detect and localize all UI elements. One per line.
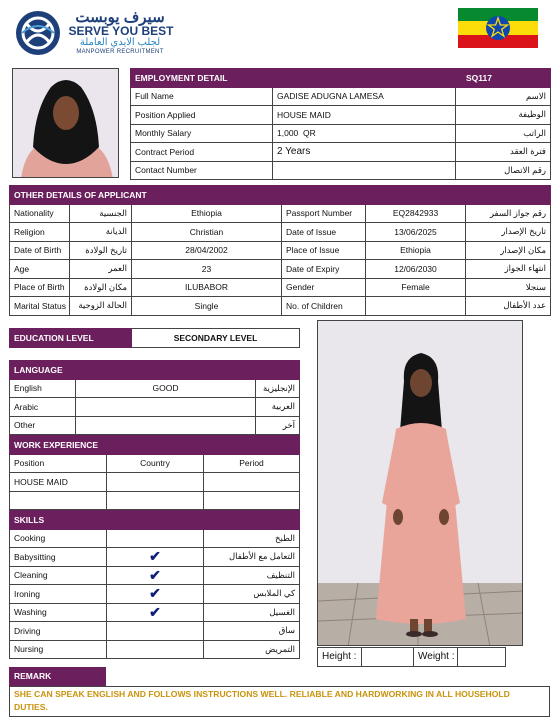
applicant-value: Single (132, 297, 282, 316)
applicant-value: Ethiopia (132, 204, 282, 223)
skill-label: Driving (10, 622, 107, 641)
table-row (10, 297, 551, 316)
work-country (107, 491, 204, 510)
employment-detail-table (130, 68, 551, 180)
skill-check-icon: ✔ (107, 548, 204, 567)
skill-check-icon (107, 640, 204, 659)
applicant-arabic-label: الجنسية (70, 204, 132, 223)
applicant-arabic-label: انتهاء الجواز (466, 260, 551, 279)
applicant-header-row (10, 186, 551, 205)
table-row (10, 204, 551, 223)
row-arabic-label: الراتب (456, 124, 551, 143)
contact-value (273, 161, 456, 180)
language-arabic-label: العربية (256, 398, 300, 417)
skills-table (9, 510, 300, 659)
applicant-value: 12/06/2030 (366, 260, 466, 279)
applicant-arabic-label: مكان الولادة (70, 278, 132, 297)
skill-label: Nursing (10, 640, 107, 659)
applicant-arabic-label: تاريخ الإصدار (466, 223, 551, 242)
language-arabic-label: الإنجليزية (256, 379, 300, 398)
logo-english: SERVE YOU BEST (68, 24, 174, 38)
work-position: HOUSE MAID (10, 473, 107, 492)
column-header-position: Position (10, 454, 107, 473)
applicant-label: Place of Birth (10, 278, 70, 297)
education-label: EDUCATION LEVEL (10, 329, 132, 348)
skill-label: Ironing (10, 585, 107, 604)
skill-label: Cooking (10, 529, 107, 548)
table-row (10, 223, 551, 242)
row-label: Contract Period (131, 143, 273, 162)
height-label: Height : (318, 648, 362, 667)
weight-value (458, 648, 506, 667)
flag-star-emblem-icon (485, 15, 511, 41)
applicant-arabic-label: رقم جواز السفر (466, 204, 551, 223)
applicant-value: Ethiopia (366, 241, 466, 260)
remark-title: REMARK (9, 667, 106, 686)
applicant-title: OTHER DETAILS OF APPLICANT (10, 186, 551, 205)
reference-code: SQ117 (456, 69, 551, 88)
row-arabic-label: الوظيفة (456, 106, 551, 125)
applicant-label: Gender (282, 278, 366, 297)
employment-title: EMPLOYMENT DETAIL (131, 69, 456, 88)
employment-header-row (131, 69, 551, 88)
height-value (362, 648, 414, 667)
table-row (10, 260, 551, 279)
applicant-arabic-label: العمر (70, 260, 132, 279)
skill-arabic-label: التمريض (204, 640, 300, 659)
applicant-value: 28/04/2002 (132, 241, 282, 260)
applicant-label: Age (10, 260, 70, 279)
applicant-label: Date of Birth (10, 241, 70, 260)
skill-check-icon: ✔ (107, 585, 204, 604)
applicant-details-table (9, 185, 551, 316)
applicant-value: EQ2842933 (366, 204, 466, 223)
applicant-arabic-label: سنجلا (466, 278, 551, 297)
salary-value: 1,000 QR (273, 124, 456, 143)
full-body-figure-icon (318, 321, 523, 646)
applicant-arabic-label: الديانة (70, 223, 132, 242)
applicant-value: ILUBABOR (132, 278, 282, 297)
row-label: Contact Number (131, 161, 273, 180)
row-arabic-label: الاسم (456, 87, 551, 106)
table-row (131, 106, 551, 125)
skill-label: Babysitting (10, 548, 107, 567)
table-row (10, 529, 300, 548)
language-label: Arabic (10, 398, 76, 417)
applicant-value: 23 (132, 260, 282, 279)
column-header-country: Country (107, 454, 204, 473)
applicant-value: 13/06/2025 (366, 223, 466, 242)
applicant-arabic-label: الحالة الزوجية (70, 297, 132, 316)
language-level: GOOD (76, 379, 256, 398)
language-table (9, 360, 300, 435)
language-label: Other (10, 416, 76, 435)
skill-check-icon: ✔ (107, 603, 204, 622)
work-position (10, 491, 107, 510)
table-row (10, 566, 300, 585)
applicant-value: Female (366, 278, 466, 297)
skill-arabic-label: الطبخ (204, 529, 300, 548)
skill-arabic-label: ساق (204, 622, 300, 641)
table-row (131, 87, 551, 106)
table-row (131, 124, 551, 143)
table-row (10, 548, 300, 567)
applicant-value (366, 297, 466, 316)
table-row (10, 603, 300, 622)
position-value: HOUSE MAID (273, 106, 456, 125)
table-row (10, 491, 300, 510)
skill-label: Cleaning (10, 566, 107, 585)
skills-title: SKILLS (10, 511, 300, 530)
work-columns-row (10, 454, 300, 473)
skill-check-icon (107, 622, 204, 641)
portrait-photo (12, 68, 119, 178)
applicant-label: Date of Expiry (282, 260, 366, 279)
logo-arabic: سيرف يوبست (75, 9, 165, 26)
education-table (9, 328, 300, 348)
table-row (10, 398, 300, 417)
skill-arabic-label: التعامل مع الأطفال (204, 548, 300, 567)
table-row (10, 473, 300, 492)
applicant-label: Passport Number (282, 204, 366, 223)
row-label: Full Name (131, 87, 273, 106)
portrait-figure-icon (13, 69, 119, 178)
remark-text: SHE CAN SPEAK ENGLISH AND FOLLOWS INSTRUCTIONS WELL. RELIABLE AND HARDWORKING IN ALL HOUSEHOLD DUTIES. (14, 689, 510, 712)
weight-label: Weight : (414, 648, 458, 667)
knot-logo-icon (12, 9, 64, 57)
language-title: LANGUAGE (10, 361, 300, 380)
table-row (10, 416, 300, 435)
applicant-label: Nationality (10, 204, 70, 223)
column-header-period: Period (204, 454, 300, 473)
table-row (10, 585, 300, 604)
language-level (76, 416, 256, 435)
language-label: English (10, 379, 76, 398)
applicant-arabic-label: عدد الأطفال (466, 297, 551, 316)
logo-arabic-sub: لجلب الايدي العاملة (79, 37, 161, 48)
ethiopia-flag (458, 8, 538, 48)
work-period (204, 491, 300, 510)
language-arabic-label: آخر (256, 416, 300, 435)
table-row (10, 640, 300, 659)
language-level (76, 398, 256, 417)
applicant-label: No. of Children (282, 297, 366, 316)
table-row (10, 278, 551, 297)
full-body-photo (317, 320, 523, 646)
table-row (10, 241, 551, 260)
education-value: SECONDARY LEVEL (132, 329, 300, 348)
work-period (204, 473, 300, 492)
contract-value: 2 Years (273, 143, 456, 162)
row-arabic-label: فترة العقد (456, 143, 551, 162)
row-label: Position Applied (131, 106, 273, 125)
measurements-table (317, 647, 506, 667)
applicant-label: Marital Status (10, 297, 70, 316)
table-row (10, 379, 300, 398)
work-country (107, 473, 204, 492)
applicant-value: Christian (132, 223, 282, 242)
row-label: Monthly Salary (131, 124, 273, 143)
applicant-label: Religion (10, 223, 70, 242)
full-name-value: GADISE ADUGNA LAMESA (273, 87, 456, 106)
skill-check-icon: ✔ (107, 566, 204, 585)
applicant-arabic-label: تاريخ الولادة (70, 241, 132, 260)
skill-arabic-label: الغسيل (204, 603, 300, 622)
skill-arabic-label: كي الملابس (204, 585, 300, 604)
logo-tagline: MANPOWER RECRUITMENT (76, 49, 164, 55)
applicant-label: Date of Issue (282, 223, 366, 242)
company-logo (12, 8, 172, 58)
work-title: WORK EXPERIENCE (10, 436, 300, 455)
applicant-arabic-label: مكان الإصدار (466, 241, 551, 260)
work-experience-table (9, 435, 300, 510)
skill-arabic-label: التنظيف (204, 566, 300, 585)
row-arabic-label: رقم الاتصال (456, 161, 551, 180)
table-row (10, 622, 300, 641)
applicant-label: Place of Issue (282, 241, 366, 260)
skill-label: Washing (10, 603, 107, 622)
table-row (131, 143, 551, 162)
skill-check-icon (107, 529, 204, 548)
table-row (131, 161, 551, 180)
